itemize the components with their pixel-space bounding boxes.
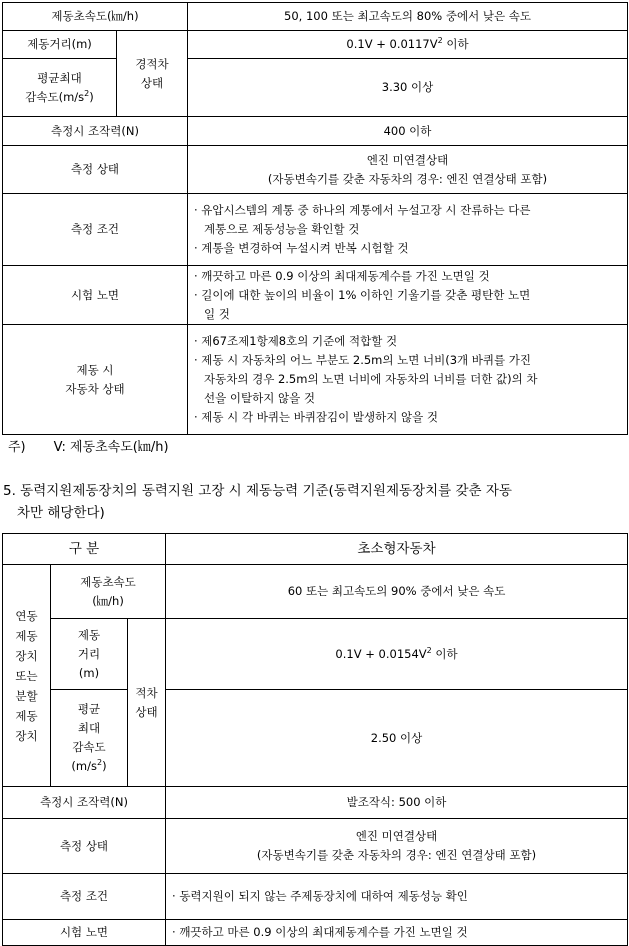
footnote-text: V: 제동초속도(㎞/h): [53, 440, 169, 455]
measure-state-line1: 엔진 미연결상태: [366, 152, 449, 167]
test-road-label: 시험 노면: [3, 266, 188, 325]
vehicle-condition-item2-cont1: 자동차의 경우 2.5m의 노면 너비에 자동차의 너비를 더한 값)의 차: [204, 372, 538, 386]
deceleration-unit-close: ): [89, 89, 94, 104]
measure-condition-item1-cont: 계통으로 제동성능을 확인할 것: [204, 222, 360, 236]
braking-speed-label: 제동초속도(㎞/h): [3, 3, 188, 31]
braking-distance-value-2: [166, 619, 628, 690]
braking-distance-label: 제동거리(m): [3, 31, 117, 59]
row-test-road: [3, 266, 628, 325]
footnote-mark: 주): [8, 440, 26, 455]
row-header: [3, 534, 628, 565]
decel-unit-2: (m/s: [71, 759, 97, 773]
group-label-line2: 제동: [15, 628, 38, 643]
deceleration-value-2: 2.50 이상: [166, 690, 628, 787]
vehicle-condition-label: [3, 325, 188, 435]
braking-speed-label-2-line1: 제동초속도: [80, 574, 136, 589]
row-test-road-2: [3, 920, 628, 946]
measure-state-2-line1: 엔진 미연결상태: [355, 829, 438, 843]
vehicle-condition-label-line1: 제동 시: [76, 362, 114, 377]
row-measure-state-2: [3, 819, 628, 874]
measure-condition-label-2: 측정 조건: [3, 874, 166, 920]
braking-speed-value-2: 60 또는 최고속도의 90% 중에서 낮은 속도: [166, 565, 628, 619]
vehicle-condition-item2: · 제동 시 자동차의 어느 부분도 2.5m의 노면 너비(3개 바퀴를 가진: [194, 353, 532, 367]
braking-standard-table-2: [2, 533, 628, 946]
row-measure-condition: [3, 194, 628, 266]
section-5-heading-line1: 5. 동력지원제동장치의 동력지원 고장 시 제동능력 기준(동력지원제동장치를 갖춘 자동: [3, 483, 512, 499]
operating-force-label: 측정시 조작력(N): [3, 117, 188, 146]
braking-distance-formula: 0.1V + 0.0117V: [346, 37, 438, 51]
decel-label-line2: 최대: [77, 721, 101, 735]
braking-standard-table-1: [2, 2, 628, 435]
group-label-line3: 장치: [15, 648, 38, 663]
braking-distance-value: [188, 31, 628, 59]
loaded-state-label: [128, 619, 166, 787]
group-label-line6: 제동: [15, 708, 38, 723]
deceleration-label-2: [51, 690, 128, 787]
test-road-value-2: · 깨끗하고 마른 0.9 이상의 최대제동계수를 가진 노면일 것: [166, 920, 628, 946]
deceleration-unit-exponent: 2: [84, 88, 90, 98]
loaded-state-label-line1: 적차: [135, 685, 158, 700]
row-braking-speed: [3, 3, 628, 31]
header-category-label: 구 분: [3, 534, 166, 565]
row-deceleration: [3, 59, 628, 117]
section-5-heading: [3, 480, 625, 524]
row-operating-force: [3, 117, 628, 146]
decel-unit-close-2: ): [102, 759, 107, 773]
vehicle-state-label-line2: 상태: [140, 75, 164, 90]
measure-condition-label: 측정 조건: [3, 194, 188, 266]
test-road-value: [188, 266, 628, 325]
linked-braking-device-label: [3, 565, 51, 787]
vehicle-condition-value: [188, 325, 628, 435]
measure-state-value-2: [166, 819, 628, 874]
braking-distance-limit: 이하: [442, 37, 469, 51]
group-label-line5: 분할: [15, 688, 38, 703]
distance-label-line1: 제동: [77, 627, 101, 642]
measure-state-label: 측정 상태: [3, 146, 188, 194]
decel-label-line4: [51, 757, 127, 776]
braking-distance-formula-2: 0.1V + 0.0154V: [335, 646, 427, 661]
row-braking-distance-2: [3, 619, 628, 690]
measure-state-label-2: 측정 상태: [3, 819, 166, 874]
measure-condition-value: [188, 194, 628, 266]
row-braking-speed-2: [3, 565, 628, 619]
row-measure-condition-2: [3, 874, 628, 920]
vehicle-condition-item2-cont2: 선을 이탈하지 않을 것: [204, 391, 315, 405]
braking-distance-exponent: 2: [437, 36, 443, 46]
measure-condition-item1: · 유압시스템의 계통 중 하나의 계통에서 누설고장 시 잔류하는 다른: [194, 203, 531, 217]
test-road-label-2: 시험 노면: [3, 920, 166, 946]
deceleration-unit: 감속도(m/s: [25, 89, 85, 104]
group-label-line7: 장치: [15, 728, 38, 743]
decel-unit-exponent-2: 2: [96, 758, 103, 768]
deceleration-label-line2: [3, 88, 116, 107]
group-label-line1: 연동: [15, 608, 38, 623]
vehicle-condition-item3: · 제동 시 각 바퀴는 바퀴잠김이 발생하지 않을 것: [194, 410, 438, 424]
vehicle-state-label: [117, 31, 188, 117]
measure-condition-item2: · 계통을 변경하여 누설시켜 반복 시험할 것: [194, 241, 409, 255]
deceleration-label: [3, 59, 117, 117]
deceleration-value: 3.30 이상: [188, 59, 628, 117]
test-road-item2-cont: 일 것: [204, 306, 230, 321]
operating-force-label-2: 측정시 조작력(N): [3, 787, 166, 819]
distance-label-line3: (m): [78, 665, 100, 680]
decel-label-line1: 평균: [77, 702, 101, 716]
braking-speed-label-2-line2: (㎞/h): [92, 593, 124, 608]
loaded-state-label-line2: 상태: [135, 704, 158, 719]
vehicle-state-label-line1: 경적차: [135, 56, 169, 71]
row-braking-distance: [3, 31, 628, 59]
measure-condition-value-2: · 동력지원이 되지 않는 주제동장치에 대하여 제동성능 확인: [166, 874, 628, 920]
section-5-heading-line2: 차만 해당한다): [17, 505, 105, 521]
measure-state-2-line2: (자동변속기를 갖춘 자동차의 경우: 엔진 연결상태 포함): [256, 848, 537, 862]
operating-force-value: 400 이하: [188, 117, 628, 146]
braking-distance-limit-2: 이하: [431, 646, 458, 661]
vehicle-condition-label-line2: 자동차 상태: [65, 381, 125, 396]
test-road-item1: · 깨끗하고 마른 0.9 이상의 최대제동계수를 가진 노면일 것: [194, 268, 490, 283]
decel-label-line3: 감속도: [72, 740, 106, 754]
vehicle-condition-item1: · 제67조제1항제8호의 기준에 적합할 것: [194, 334, 398, 348]
braking-distance-exponent-2: 2: [426, 645, 432, 655]
operating-force-value-2: 발조작식: 500 이하: [166, 787, 628, 819]
measure-state-value: [188, 146, 628, 194]
test-road-item2: · 길이에 대한 높이의 비율이 1% 이하인 기울기를 갖춘 평탄한 노면: [194, 287, 531, 302]
header-vehicle-class: 초소형자동차: [166, 534, 628, 565]
braking-speed-label-2: [51, 565, 166, 619]
measure-state-line2: (자동변속기를 갖춘 자동차의 경우: 엔진 연결상태 포함): [267, 171, 548, 186]
braking-speed-value: 50, 100 또는 최고속도의 80% 중에서 낮은 속도: [188, 3, 628, 31]
row-vehicle-state: [3, 325, 628, 435]
group-label-line4: 또는: [15, 668, 38, 683]
row-operating-force-2: [3, 787, 628, 819]
distance-label-line2: 거리: [77, 646, 101, 661]
braking-distance-label-2: [51, 619, 128, 690]
deceleration-label-line1: 평균최대: [37, 70, 82, 85]
row-measure-state: [3, 146, 628, 194]
row-deceleration-2: [3, 690, 628, 787]
footnote: [8, 438, 197, 458]
